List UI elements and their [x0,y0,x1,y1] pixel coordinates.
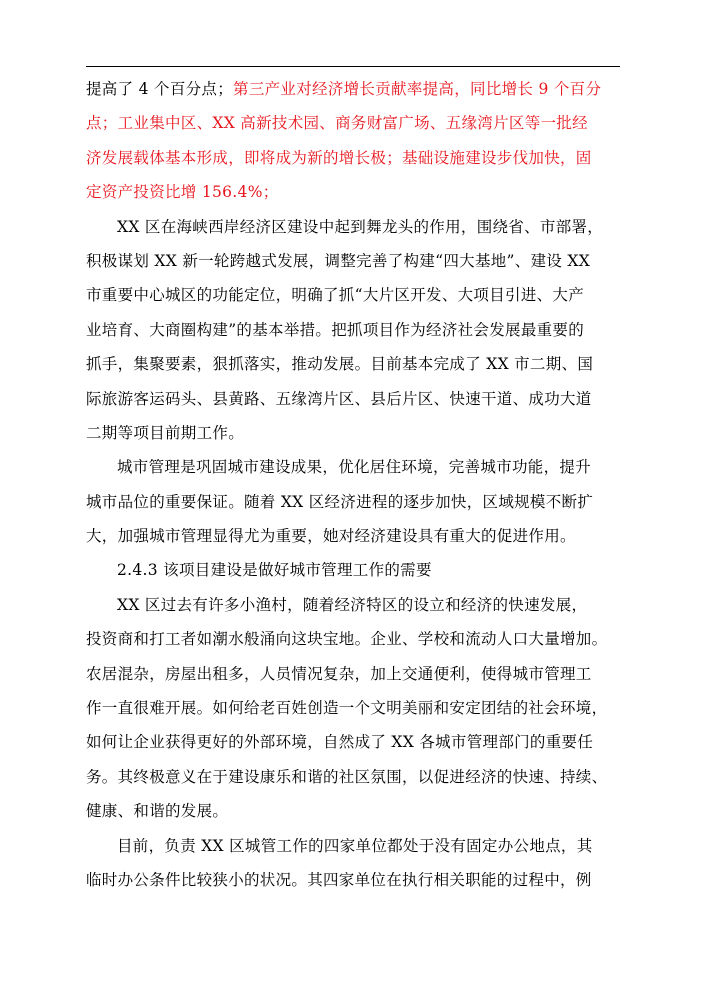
paragraph-first-line [86,210,626,244]
text-segment-highlight: 济发展载体基本形成，即将成为新的增长极；基础设施建设步伐加快，固 [86,148,592,167]
section-heading [86,553,626,587]
document-body [86,72,626,897]
text-segment: XX 区过去有许多小渔村，随着经济特区的设立和经济的快速发展， [117,595,588,614]
text-line [86,382,626,416]
text-segment: 目前，负责 XX 区城管工作的四家单位都处于没有固定办公地点，其 [117,836,593,855]
header-divider [86,66,620,67]
text-segment: 农居混杂，房屋出租多，人员情况复杂，加上交通便利，使得城市管理工 [86,664,592,683]
text-line [86,760,626,794]
text-line [86,691,626,725]
text-segment: 业培育、大商圈构建”的基本举措。把抓项目作为经济社会发展最重要的 [86,320,585,339]
text-line [86,244,626,278]
text-line [86,313,626,347]
text-segment: 大，加强城市管理显得尤为重要，她对经济建设具有重大的促进作用。 [86,527,576,546]
text-segment: 务。其终极意义在于建设康乐和谐的社区氛围，以促进经济的快速、持续、 [86,767,608,786]
text-segment: 抓手，集聚要素，狠抓落实，推动发展。目前基本完成了 XX 市二期、国 [86,355,594,374]
text-segment: 提高了 4 个百分点； [86,80,234,98]
text-segment: 二期等项目前期工作。 [86,423,245,442]
text-line-highlight [86,141,626,175]
text-segment: 健康、和谐的发展。 [86,802,229,821]
paragraph-first-line [86,450,626,484]
text-segment: 城市管理是巩固城市建设成果，优化居住环境，完善城市功能，提升 [117,458,592,477]
paragraph-first-line [86,829,626,863]
text-line-highlight [86,106,626,140]
text-line [86,863,626,897]
text-segment: 如何让企业获得更好的外部环境，自然成了 XX 各城市管理部门的重要任 [86,733,594,752]
text-line [86,278,626,312]
text-segment: 临时办公条件比较狭小的状况。其四家单位在执行相关职能的过程中，例 [86,870,592,889]
section-heading-text: 2.4.3 该项目建设是做好城市管理工作的需要 [117,561,432,580]
text-line [86,519,626,553]
text-segment: 城市品位的重要保证。随着 XX 区经济进程的逐步加快，区域规模不断扩 [86,492,594,511]
text-segment: 积极谋划 XX 新一轮跨越式发展，调整完善了构建“四大基地”、建设 XX [86,251,591,270]
text-segment: XX 区在海峡西岸经济区建设中起到舞龙头的作用，围绕省、市部署， [117,217,604,236]
text-line [86,347,626,381]
text-line-highlight [86,175,626,209]
paragraph-first-line [86,588,626,622]
text-line [86,725,626,759]
text-line [86,416,626,450]
text-segment-highlight: 定资产投资比增 156.4%； [86,183,279,202]
text-segment: 市重要中心城区的功能定位，明确了抓“大片区开发、大项目引进、大产 [86,286,585,305]
text-line [86,794,626,828]
text-line [86,72,626,106]
text-line [86,622,626,656]
text-line [86,657,626,691]
text-segment: 投资商和打工者如潮水般涌向这块宝地。企业、学校和流动人口大量增加。 [86,630,608,649]
text-segment: 际旅游客运码头、县黄路、五缘湾片区、县后片区、快速干道、成功大道 [86,389,592,408]
text-segment-highlight: 点；工业集中区、XX 高新技术园、商务财富广场、五缘湾片区等一批经 [86,114,588,133]
text-segment-highlight: 第三产业对经济增长贡献率提高，同比增长 9 个百分 [233,80,602,98]
text-line [86,485,626,519]
text-segment: 作一直很难开展。如何给老百姓创造一个文明美丽和安定团结的社会环境， [86,699,608,718]
